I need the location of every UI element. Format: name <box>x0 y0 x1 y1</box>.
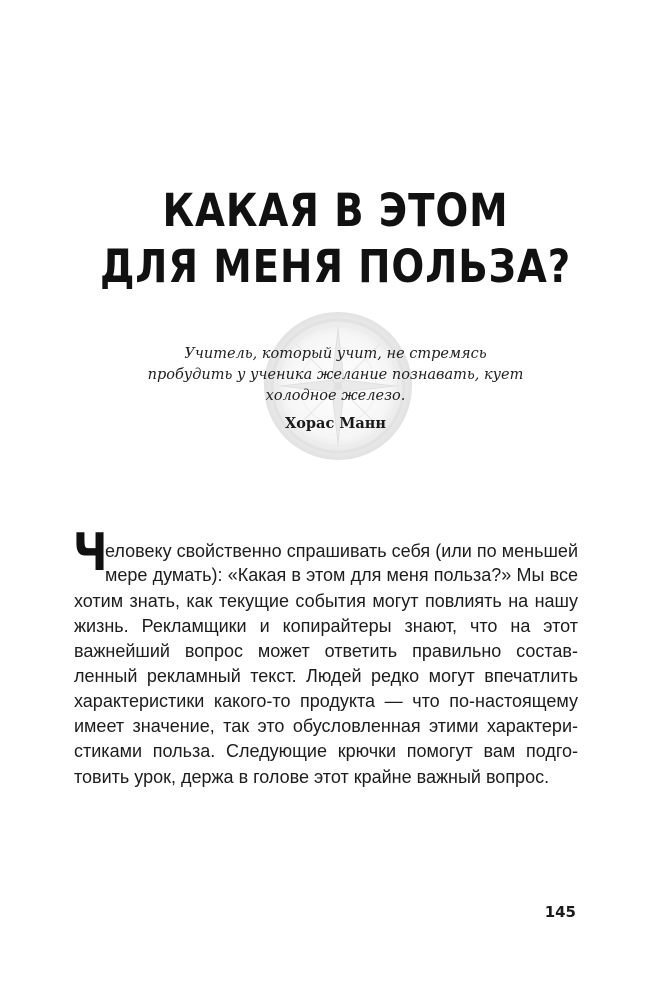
chapter-title <box>99 183 573 295</box>
body-line-4: жизнь. Рекламщики и копирайтеры знают, что на этот <box>74 616 578 636</box>
body-line-1: еловеку свойственно спрашивать себя (или по меньшей <box>105 541 578 561</box>
epigraph-line-2: пробудить у ученика желание познавать, кует <box>147 367 524 383</box>
body-line-6: ленный рекламный текст. Людей редко могут впечатлить <box>74 666 578 686</box>
body-line-10: товить урок, держа в голове этот крайне важный вопрос. <box>74 767 550 787</box>
epigraph-quote <box>110 344 561 407</box>
body-line-5: важнейший вопрос может ответить правильно состав- <box>74 641 578 661</box>
body-line-3: хотим знать, как текущие события могут повлиять на нашу <box>74 591 578 611</box>
body-line-9: стиками польза. Следующие крючки помогут вам подго- <box>74 741 578 761</box>
drop-cap: Ч <box>73 523 108 583</box>
page-number: 145 <box>544 903 576 921</box>
body-line-2: мере думать): «Какая в этом для меня польза?» Мы все <box>105 565 578 585</box>
body-line-7: характеристики какого-то продукта — что по-настоящему <box>74 691 578 711</box>
chapter-title-line-2: ДЛЯ МЕНЯ ПОЛЬЗА? <box>99 240 572 293</box>
epigraph-author: Хорас Манн <box>284 415 386 432</box>
epigraph-line-3: холодное железо. <box>265 388 406 404</box>
epigraph-line-1: Учитель, который учит, не стремясь <box>184 346 487 362</box>
body-line-8: имеет значение, так это обусловленная этими характери- <box>74 716 578 736</box>
chapter-title-line-1: КАКАЯ В ЭТОМ <box>162 184 509 237</box>
